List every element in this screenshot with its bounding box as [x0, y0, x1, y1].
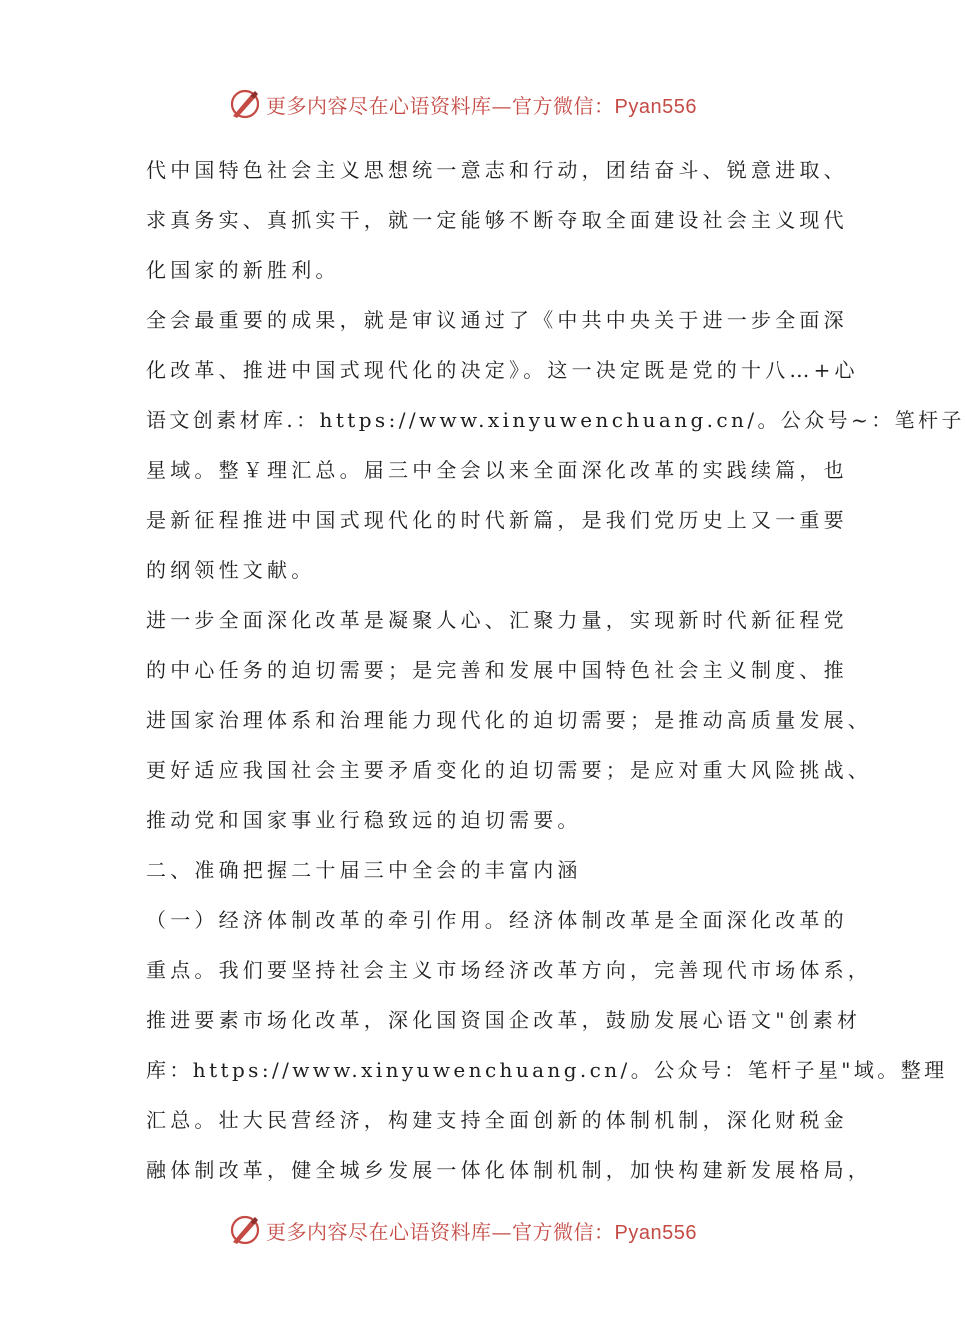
- text-line: 化国家的新胜利。: [146, 258, 340, 282]
- text-line: 进国家治理体系和治理能力现代化的迫切需要；是推动高质量发展、: [146, 708, 872, 732]
- text-line: 融体制改革，健全城乡发展一体化体制机制，加快构建新发展格局，: [146, 1158, 872, 1182]
- document-body: [146, 145, 965, 1195]
- text-line: （一）经济体制改革的牵引作用。经济体制改革是全面深化改革的: [146, 908, 848, 932]
- wechat-id: Pyan556: [614, 95, 697, 118]
- text-line: 是新征程推进中国式现代化的时代新篇，是我们党历史上又一重要: [146, 508, 848, 532]
- text-line: 推进要素市场化改革，深化国资国企改革，鼓励发展心语文"创素材: [146, 1008, 862, 1032]
- text-line: 语文创素材库.：https://www.xinyuwenchuang.cn/。公众号~：笔杆子: [146, 408, 965, 432]
- text-line: 汇总。壮大民营经济，构建支持全面创新的体制机制，深化财税金: [146, 1108, 848, 1132]
- text-line: 更好适应我国社会主要矛盾变化的迫切需要；是应对重大风险挑战、: [146, 758, 872, 782]
- section-heading: 二、准确把握二十届三中全会的丰富内涵: [146, 858, 582, 882]
- wechat-id: Pyan556: [614, 1221, 697, 1244]
- text-line: 的中心任务的迫切需要；是完善和发展中国特色社会主义制度、推: [146, 658, 848, 682]
- watermark-text: [266, 90, 697, 119]
- text-line: 求真务实、真抓实干，就一定能够不断夺取全面建设社会主义现代: [146, 208, 848, 232]
- pen-circle-logo-icon: [228, 87, 262, 121]
- text-line: 星域。整￥理汇总。届三中全会以来全面深化改革的实践续篇，也: [146, 458, 848, 482]
- text-line: 化改革、推进中国式现代化的决定》。这一决定既是党的十八…+心: [146, 358, 859, 382]
- watermark-slogan: 更多内容尽在心语资料库—官方微信：: [266, 1219, 615, 1244]
- text-line: 重点。我们要坚持社会主义市场经济改革方向，完善现代市场体系，: [146, 958, 872, 982]
- footer-watermark: [228, 1210, 748, 1250]
- text-line: 推动党和国家事业行稳致远的迫切需要。: [146, 808, 582, 832]
- watermark-text: [266, 1216, 697, 1245]
- text-line: 代中国特色社会主义思想统一意志和行动，团结奋斗、锐意进取、: [146, 158, 848, 182]
- text-line: 全会最重要的成果，就是审议通过了《中共中央关于进一步全面深: [146, 308, 848, 332]
- watermark-slogan: 更多内容尽在心语资料库—官方微信：: [266, 93, 615, 118]
- header-watermark: [228, 84, 748, 124]
- pen-circle-logo-icon: [228, 1213, 262, 1247]
- text-line: 库：https://www.xinyuwenchuang.cn/。公众号：笔杆子星"域。整理: [146, 1058, 948, 1082]
- text-line: 进一步全面深化改革是凝聚人心、汇聚力量，实现新时代新征程党: [146, 608, 848, 632]
- text-line: 的纲领性文献。: [146, 558, 316, 582]
